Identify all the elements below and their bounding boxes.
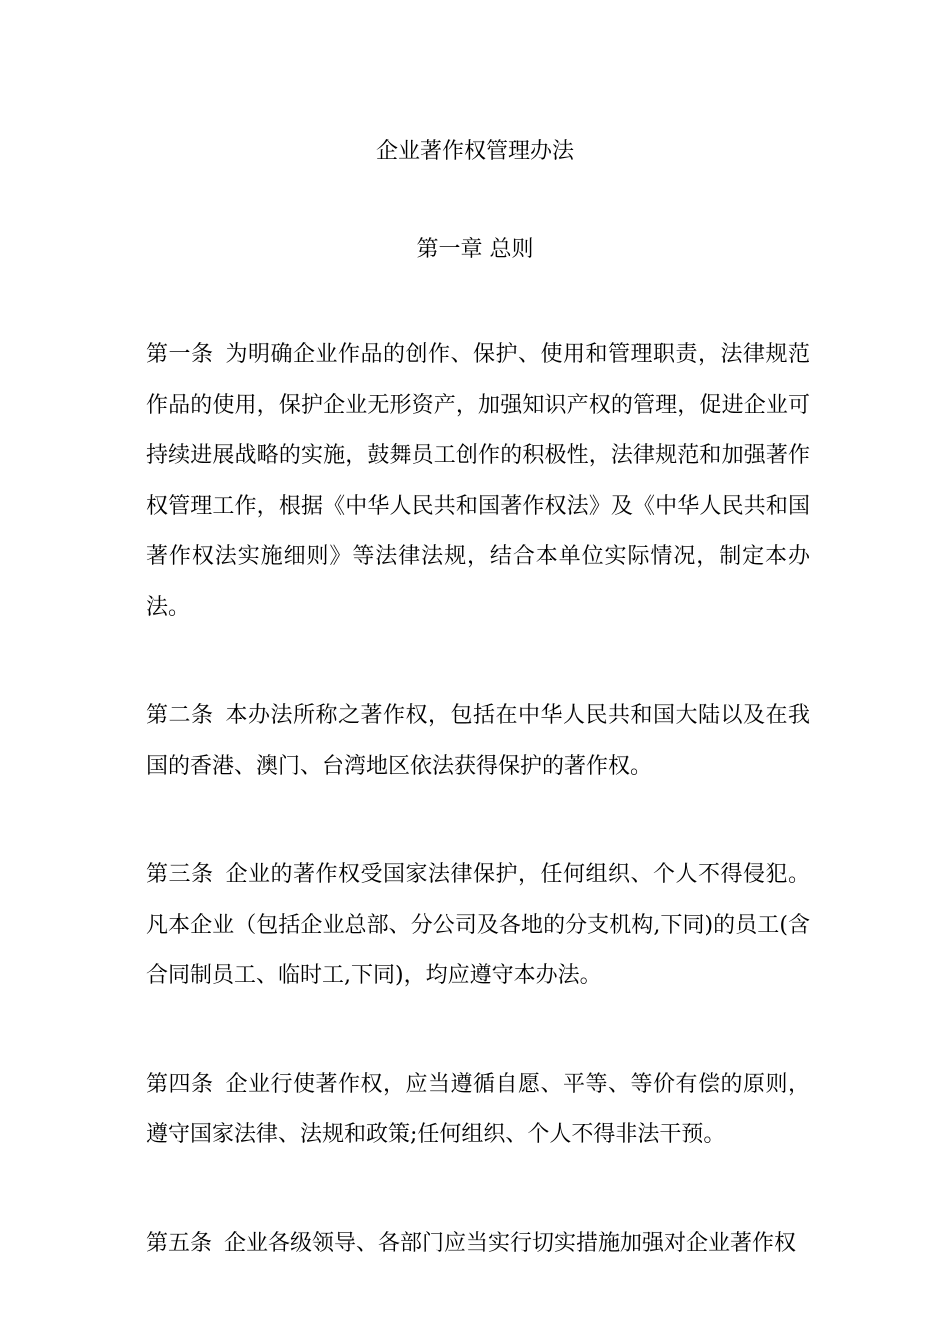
article-4 bbox=[146, 1060, 810, 1161]
chapter-heading: 第一章 总则 bbox=[416, 237, 534, 262]
article-text: 企业行使著作权，应当遵循自愿、平等、等价有偿的原则，遵守国家法律、法规和政策;任何组织、个人不得非法干预。 bbox=[146, 1071, 810, 1147]
article-2 bbox=[146, 691, 810, 792]
article-text: 企业各级领导、各部门应当实行切实措施加强对企业著作权 bbox=[224, 1230, 797, 1256]
article-label: 第二条 bbox=[146, 703, 214, 728]
article-text: 本办法所称之著作权，包括在中华人民共和国大陆以及在我国的香港、澳门、台湾地区依法获得保护的著作权。 bbox=[146, 703, 810, 779]
document-title: 企业著作权管理办法 bbox=[375, 139, 574, 164]
articles-body bbox=[146, 330, 810, 1327]
article-label: 第一条 bbox=[146, 342, 214, 367]
article-1 bbox=[146, 330, 810, 633]
article-label: 第三条 bbox=[146, 862, 214, 887]
article-3 bbox=[146, 850, 810, 1002]
article-5 bbox=[146, 1219, 810, 1270]
article-label: 第四条 bbox=[146, 1071, 214, 1097]
article-text: 企业的著作权受国家法律保护，任何组织、个人不得侵犯。凡本企业（包括企业总部、分公司及各地的分支机构,下同)的员工(含合同制员工、临时工,下同)，均应遵守本办法。 bbox=[146, 862, 810, 988]
article-label: 第五条 bbox=[146, 1230, 213, 1256]
article-text: 为明确企业作品的创作、保护、使用和管理职责，法律规范作品的使用，保护企业无形资产，加强知识产权的管理，促进企业可持续进展战略的实施，鼓舞员工创作的积极性，法律规范和加强著作权管理工作，根据《中华人民共和国著作权法》及《中华人民共和国著作权法实施细则》等法律法规，结合本单位实际情况，制定本办法。 bbox=[146, 342, 810, 620]
